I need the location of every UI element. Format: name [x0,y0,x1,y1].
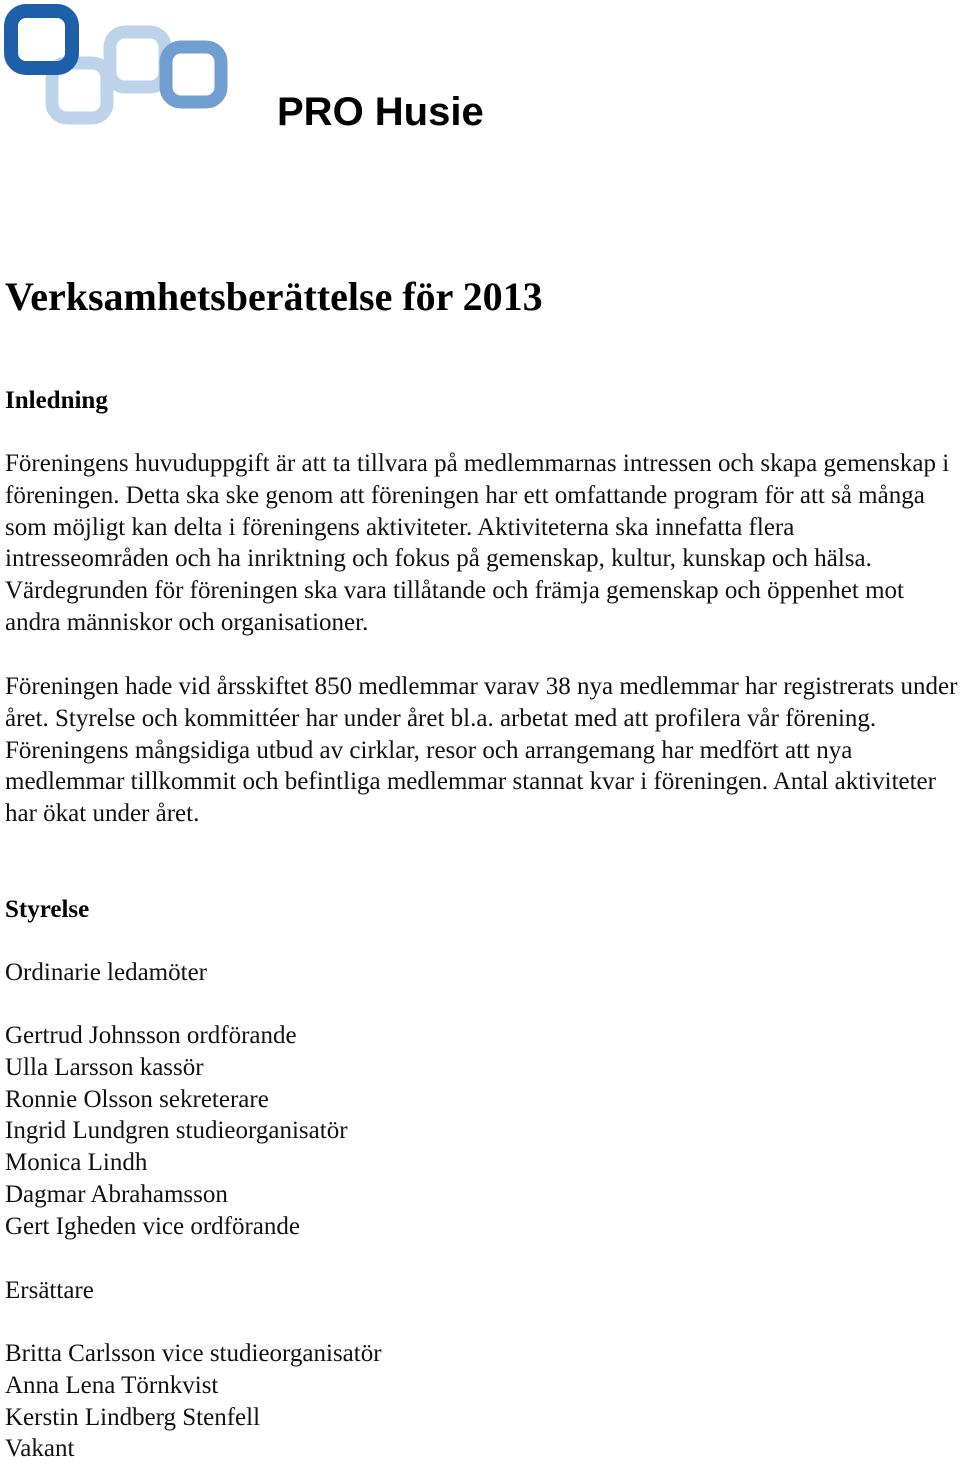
intro-paragraph-1: Föreningens huvuduppgift är att ta tillvara på medlemmarnas intressen och skapa gemenskap i föreningen. Detta ska ske genom att föreningen har ett omfattande program för att så många som möjligt kan delta i föreningens aktiviteter. Aktiviteterna ska innefatta flera intresseområden och ha inriktning och fokus på gemenskap, kultur, kunskap och hälsa. Värdegrunden för föreningen ska vara tillåtande och främja gemenskap och öppenhet mot andra människor och organisationer. [5,450,950,636]
list-item: Vakant [5,1435,75,1463]
section-heading-intro: Inledning [5,387,108,414]
logo-square-mid [166,47,221,102]
document-title: Verksamhetsberättelse för 2013 [5,274,543,319]
pro-logo-icon [0,0,240,130]
organization-name: PRO Husie [277,90,484,134]
logo-square-light-2 [110,32,165,87]
substitutes-label: Ersättare [5,1277,94,1304]
logo-square-dark [11,11,72,68]
list-item: Monica Lindh [5,1149,148,1177]
ordinary-members-list [5,1020,348,1243]
list-item: Ulla Larsson kassör [5,1053,204,1081]
list-item: Britta Carlsson vice studieorganisatör [5,1340,382,1367]
list-item: Anna Lena Törnkvist [5,1371,219,1399]
list-item: Ronnie Olsson sekreterare [5,1085,269,1113]
intro-paragraph-2: Föreningen hade vid årsskiftet 850 medlemmar varav 38 nya medlemmar har registrerats under året. Styrelse och kommittéer har under året bl.a. arbetat med att profilera vår förening. Föreningens mångsidiga utbud av cirklar, resor och arrangemang har medfört att nya medlemmar tillkommit och befintliga medlemmar stannat kvar i föreningen. Antal aktiviteter har ökat under året. [5,673,958,828]
ordinary-members-label: Ordinarie ledamöter [5,959,207,986]
list-item: Gertrud Johnsson ordförande [5,1022,297,1049]
list-item: Kerstin Lindberg Stenfell [5,1403,261,1431]
list-item: Ingrid Lundgren studieorganisatör [5,1117,348,1145]
list-item: Gert Igheden vice ordförande [5,1212,300,1240]
list-item: Dagmar Abrahamsson [5,1180,228,1208]
substitutes-list [5,1338,382,1465]
section-heading-board: Styrelse [5,896,90,923]
